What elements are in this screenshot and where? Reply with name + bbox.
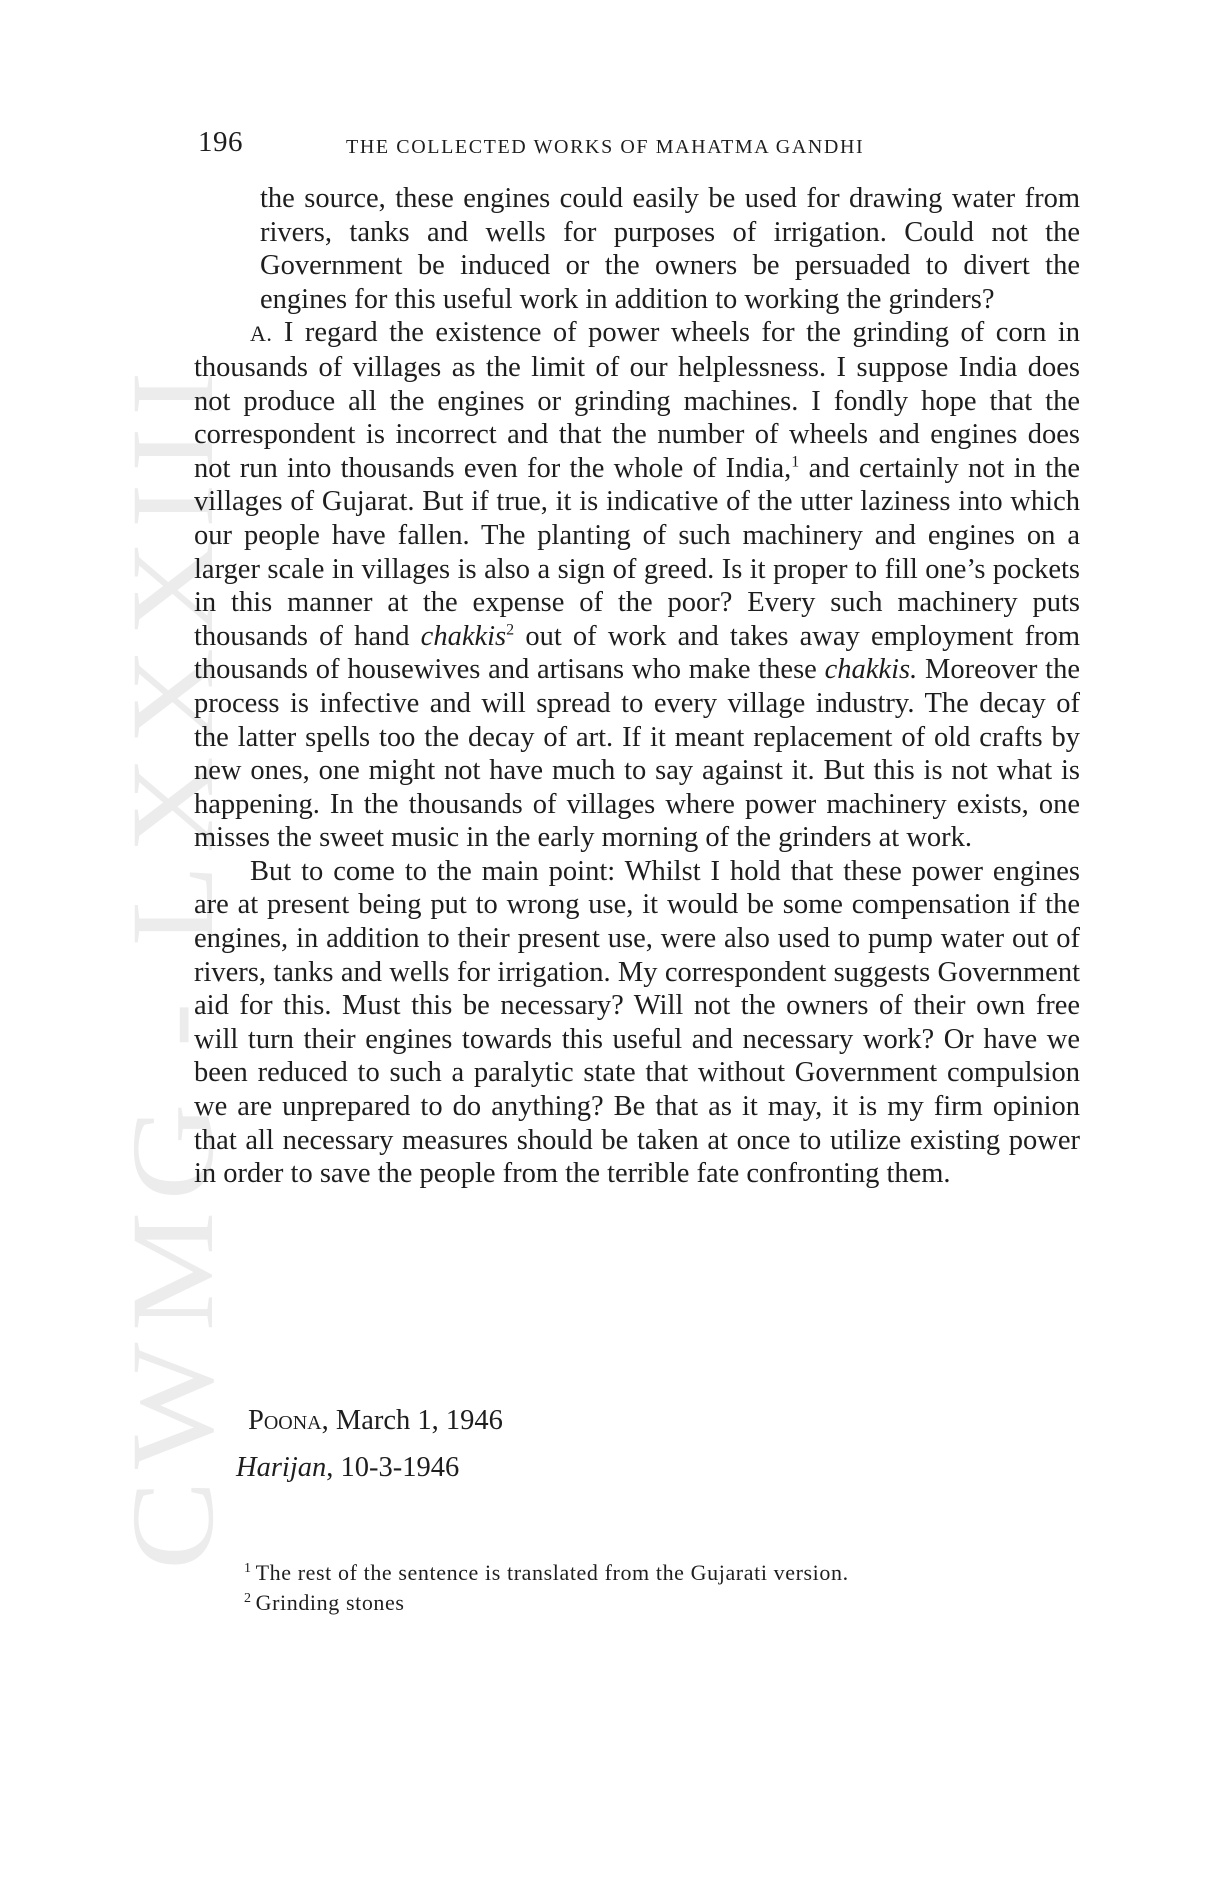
source-publication: Harijan	[236, 1452, 327, 1483]
term-chakkis: chakkis	[420, 620, 507, 652]
page-number: 196	[198, 126, 243, 158]
footnotes	[244, 1558, 1084, 1618]
footnote-text: Grinding stones	[255, 1590, 405, 1615]
footnote-number: 2	[244, 1590, 252, 1606]
question-paragraph: the source, these engines could easily be used for drawing water from rivers, tanks and wells for purposes of irrigation. Could not the Government be induced or the owners be persuaded to divert the engines for this useful work in addition to working the grinders?	[260, 183, 1080, 315]
footnote-2	[244, 1588, 1084, 1618]
footnote-text: The rest of the sentence is translated from the Gujarati version.	[255, 1560, 849, 1585]
answer-text-part4: Moreover the process is infective and will spread to every village industry. The decay of the latter spells too the decay of art. If it meant replacement of old crafts by new ones, one might not have much to say against it. But this is not what is happening. In the thousands of villages where power machinery exists, one misses the sweet music in the early morning of the grinders at work.	[194, 654, 1080, 854]
answer-text-part1: I regard the existence of power wheels for the grinding of corn in thousands of villages as the limit of our helplessness. I suppose India does not produce all the engines or grinding machines. I fondly hope that the correspondent is incorrect and that the number of wheels and engines does not run into thousands even for the whole of India,	[194, 317, 1080, 484]
footnote-ref-1: 1	[791, 453, 800, 471]
running-title: THE COLLECTED WORKS OF MAHATMA GANDHI	[346, 136, 865, 158]
footnote-ref-2: 2	[506, 621, 515, 639]
answer-text-part3: out of work and takes away employment from thousands of housewives and artisans who make these	[194, 620, 1080, 686]
watermark-text: CWMG - LXXXIII	[107, 505, 238, 1570]
page-header	[198, 126, 1078, 166]
term-chakkis: chakkis.	[824, 654, 918, 686]
source-date: , 10-3-1946	[326, 1452, 460, 1483]
dateline-date: , March 1, 1946	[321, 1405, 503, 1436]
footnote-1	[244, 1558, 1084, 1588]
dateline-place: Poona	[248, 1405, 322, 1436]
answer-paragraph	[194, 316, 1080, 855]
body-text	[194, 182, 1080, 1191]
answer-text-part2: and certainly not in the villages of Gujarat. But if true, it is indicative of the utter laziness into which our people have fallen. The planting of such machinery and engines on a larger scale in villages is also a sign of greed. Is it proper to fill one’s pockets in this manner at the expense of the poor? Every such machinery puts thousands of hand	[194, 452, 1081, 652]
footnote-number: 1	[244, 1560, 252, 1576]
main-point-paragraph: But to come to the main point: Whilst I hold that these power engines are at present being put to wrong use, it would be some compensation if the engines, in addition to their present use, were also used to pump water out of rivers, tanks and wells for irrigation. My correspondent suggests Government aid for this. Must this be necessary? Will not the owners of their own free will turn their engines towards this useful and necessary work? Or have we been reduced to such a paralytic state that without Government compulsion we are unprepared to do anything? Be that as it may, it is my firm opinion that all necessary measures should be taken at once to utilize existing power in order to save the people from the terrible fate confronting them.	[194, 855, 1080, 1190]
source-citation	[236, 1452, 459, 1484]
dateline	[248, 1405, 503, 1437]
answer-marker: A.	[250, 321, 273, 347]
